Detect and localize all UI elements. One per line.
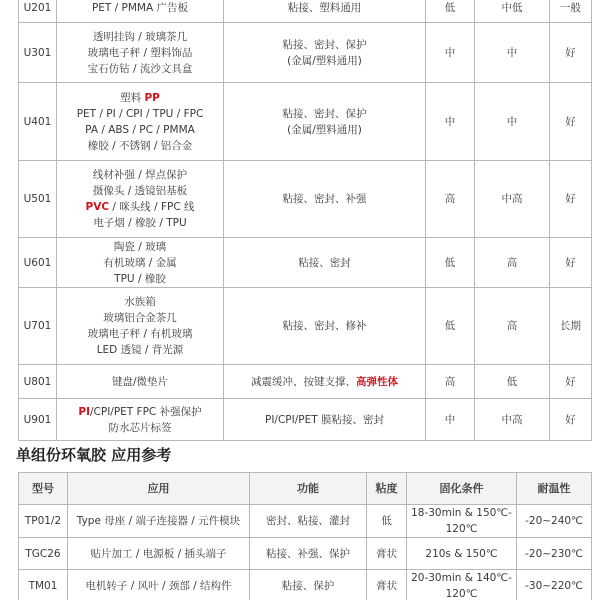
function-cell	[224, 365, 426, 399]
material-line	[57, 271, 223, 287]
rating-cell-5: 中高	[475, 399, 550, 441]
rating-cell-4: 中	[426, 399, 475, 441]
rating-cell-5: 低	[475, 365, 550, 399]
material-line	[57, 29, 223, 45]
function-cell	[224, 161, 426, 238]
function-cell: 密封、粘接、灌封	[250, 505, 367, 538]
material-text: / 咪头线 / FPC 线	[109, 201, 195, 213]
function-line: 粘接、密封、保护	[282, 38, 367, 51]
rating-cell-4: 中	[426, 83, 475, 161]
rating-cell-6: 长期	[550, 288, 592, 365]
materials-cell	[57, 365, 224, 399]
table-row	[19, 538, 592, 570]
header-function: 功能	[250, 473, 367, 505]
function-line: 粘接、密封、补强	[282, 193, 367, 205]
material-text: 透明挂钩 / 玻璃茶几	[92, 30, 188, 43]
table-row	[19, 399, 592, 441]
cure-condition-cell	[407, 570, 517, 600]
material-text: 键盘/微垫片	[111, 375, 169, 388]
highlight-text: PVC	[85, 201, 110, 213]
model-cell: U701	[19, 288, 57, 365]
highlight-text: PI	[78, 405, 90, 418]
model-cell: U301	[19, 23, 57, 83]
header-temperature-resistance: 耐温性	[517, 473, 592, 505]
rating-cell-6: 一般	[550, 0, 592, 23]
material-line	[57, 239, 223, 255]
material-text: 塑料	[120, 91, 145, 104]
rating-cell-4: 低	[426, 288, 475, 365]
material-line	[57, 199, 223, 215]
model-cell: U401	[19, 83, 57, 161]
material-text: 宝石仿钻 / 流沙文具盒	[87, 62, 193, 75]
material-text: 电子烟 / 橡胶 / TPU	[93, 217, 187, 229]
rating-cell-6: 好	[550, 23, 592, 83]
materials-cell	[57, 161, 224, 238]
material-text: PET / PI / CPI / TPU / FPC	[76, 107, 204, 120]
header-model: 型号	[19, 473, 68, 505]
rating-cell-6: 好	[550, 238, 592, 288]
material-line	[57, 310, 223, 326]
material-line	[57, 374, 223, 390]
temperature-cell: -20~230℃	[517, 538, 592, 570]
material-text: 有机玻璃 / 金属	[103, 256, 177, 269]
function-line: 粘接、密封	[298, 256, 351, 269]
rating-cell-4: 低	[426, 0, 475, 23]
rating-cell-6: 好	[550, 161, 592, 238]
table-header-row	[19, 473, 592, 505]
viscosity-cell: 膏状	[367, 538, 407, 570]
header-application: 应用	[68, 473, 250, 505]
application-cell: 贴片加工 / 电源板 / 插头端子	[68, 538, 250, 570]
material-text: 橡胶 / 不锈钢 / 铝合金	[87, 139, 193, 152]
table-row	[19, 161, 592, 238]
materials-cell	[57, 288, 224, 365]
rating-cell-4: 中	[426, 23, 475, 83]
rating-cell-6: 好	[550, 83, 592, 161]
material-text: 玻璃电子秤 / 塑料饰品	[87, 46, 193, 59]
table-row	[19, 23, 592, 83]
materials-cell	[57, 238, 224, 288]
table-row	[19, 365, 592, 399]
material-text: PET / PMMA 广告板	[91, 1, 189, 14]
function-cell	[224, 238, 426, 288]
function-cell: 粘接、补强、保护	[250, 538, 367, 570]
material-text: 玻璃铝合金茶几	[103, 312, 177, 324]
function-line: (金属/塑料通用)	[287, 123, 362, 136]
materials-cell	[57, 23, 224, 83]
material-line	[57, 255, 223, 271]
model-cell: TP01/2	[19, 505, 68, 538]
function-line: PI/CPI/PET 膜粘接、密封	[265, 413, 384, 426]
application-cell: 电机转子 / 风叶 / 颈部 / 结构件	[68, 570, 250, 600]
material-text: PA / ABS / PC / PMMA	[85, 123, 195, 136]
material-line	[57, 61, 223, 77]
material-line	[57, 0, 223, 16]
material-text: 玻璃电子秤 / 有机玻璃	[87, 328, 193, 340]
materials-cell	[57, 0, 224, 23]
material-line	[57, 138, 223, 154]
model-cell: U801	[19, 365, 57, 399]
product-table-1	[18, 0, 592, 441]
function-line: 粘接、密封、保护	[282, 107, 367, 120]
materials-cell	[57, 83, 224, 161]
table-row	[19, 0, 592, 23]
material-text: 摄像头 / 透镜铝基板	[92, 185, 188, 197]
viscosity-cell: 低	[367, 505, 407, 538]
rating-cell-4: 高	[426, 365, 475, 399]
function-cell	[224, 0, 426, 23]
material-text: 防水芯片标签	[108, 421, 172, 434]
table-row	[19, 238, 592, 288]
cure-line: 120℃	[445, 588, 478, 600]
material-line	[57, 420, 223, 436]
cure-condition-cell	[407, 538, 517, 570]
material-line	[57, 167, 223, 183]
rating-cell-6: 好	[550, 365, 592, 399]
model-cell: TGC26	[19, 538, 68, 570]
rating-cell-5: 中	[475, 23, 550, 83]
material-line	[57, 342, 223, 358]
materials-cell	[57, 399, 224, 441]
cure-condition-cell	[407, 505, 517, 538]
model-cell: U201	[19, 0, 57, 23]
cure-line: 120℃	[445, 523, 478, 535]
rating-cell-5: 高	[475, 288, 550, 365]
rating-cell-5: 高	[475, 238, 550, 288]
function-cell	[224, 23, 426, 83]
function-cell	[224, 288, 426, 365]
epoxy-application-table	[18, 472, 592, 600]
material-line	[57, 404, 223, 420]
temperature-cell: -20~240℃	[517, 505, 592, 538]
material-line	[57, 326, 223, 342]
material-text: 陶瓷 / 玻璃	[113, 240, 167, 253]
application-cell: Type 母座 / 端子连接器 / 元件模块	[68, 505, 250, 538]
model-cell: U901	[19, 399, 57, 441]
rating-cell-5: 中低	[475, 0, 550, 23]
viscosity-cell: 膏状	[367, 570, 407, 600]
function-line: 粘接、塑料通用	[287, 1, 362, 14]
material-text: 水族箱	[124, 296, 156, 308]
header-viscosity: 粘度	[367, 473, 407, 505]
material-line	[57, 294, 223, 310]
material-line	[57, 122, 223, 138]
table-row	[19, 570, 592, 600]
temperature-cell: -30~220℃	[517, 570, 592, 600]
function-cell	[224, 83, 426, 161]
function-line: 粘接、密封、修补	[282, 320, 367, 332]
material-line	[57, 90, 223, 106]
cure-line: 18-30min & 150℃-	[411, 507, 512, 519]
model-cell: U501	[19, 161, 57, 238]
material-line	[57, 45, 223, 61]
function-cell	[224, 399, 426, 441]
cure-line: 210s & 150℃	[425, 547, 498, 560]
material-text: /CPI/PET FPC 补强保护	[90, 405, 202, 418]
function-text: 减震缓冲、按键支撑、	[251, 375, 356, 388]
rating-cell-4: 高	[426, 161, 475, 238]
table-row	[19, 288, 592, 365]
material-text: LED 透镜 / 背光源	[96, 344, 184, 356]
rating-cell-5: 中	[475, 83, 550, 161]
table-row	[19, 83, 592, 161]
function-cell: 粘接、保护	[250, 570, 367, 600]
model-cell: U601	[19, 238, 57, 288]
material-line	[57, 106, 223, 122]
material-line	[57, 183, 223, 199]
section-title: 单组份环氧胶 应用参考	[16, 446, 172, 464]
function-line	[224, 374, 425, 390]
model-cell: TM01	[19, 570, 68, 600]
header-cure-condition: 固化条件	[407, 473, 517, 505]
material-text: 线材补强 / 焊点保护	[92, 169, 188, 181]
highlight-text: 高弹性体	[356, 375, 398, 388]
table-row	[19, 505, 592, 538]
rating-cell-6: 好	[550, 399, 592, 441]
rating-cell-5: 中高	[475, 161, 550, 238]
cure-line: 20-30min & 140℃-	[411, 572, 512, 584]
rating-cell-4: 低	[426, 238, 475, 288]
highlight-text: PP	[144, 91, 160, 104]
function-line: (金属/塑料通用)	[287, 54, 362, 67]
material-line	[57, 215, 223, 231]
material-text: TPU / 橡胶	[114, 272, 166, 285]
